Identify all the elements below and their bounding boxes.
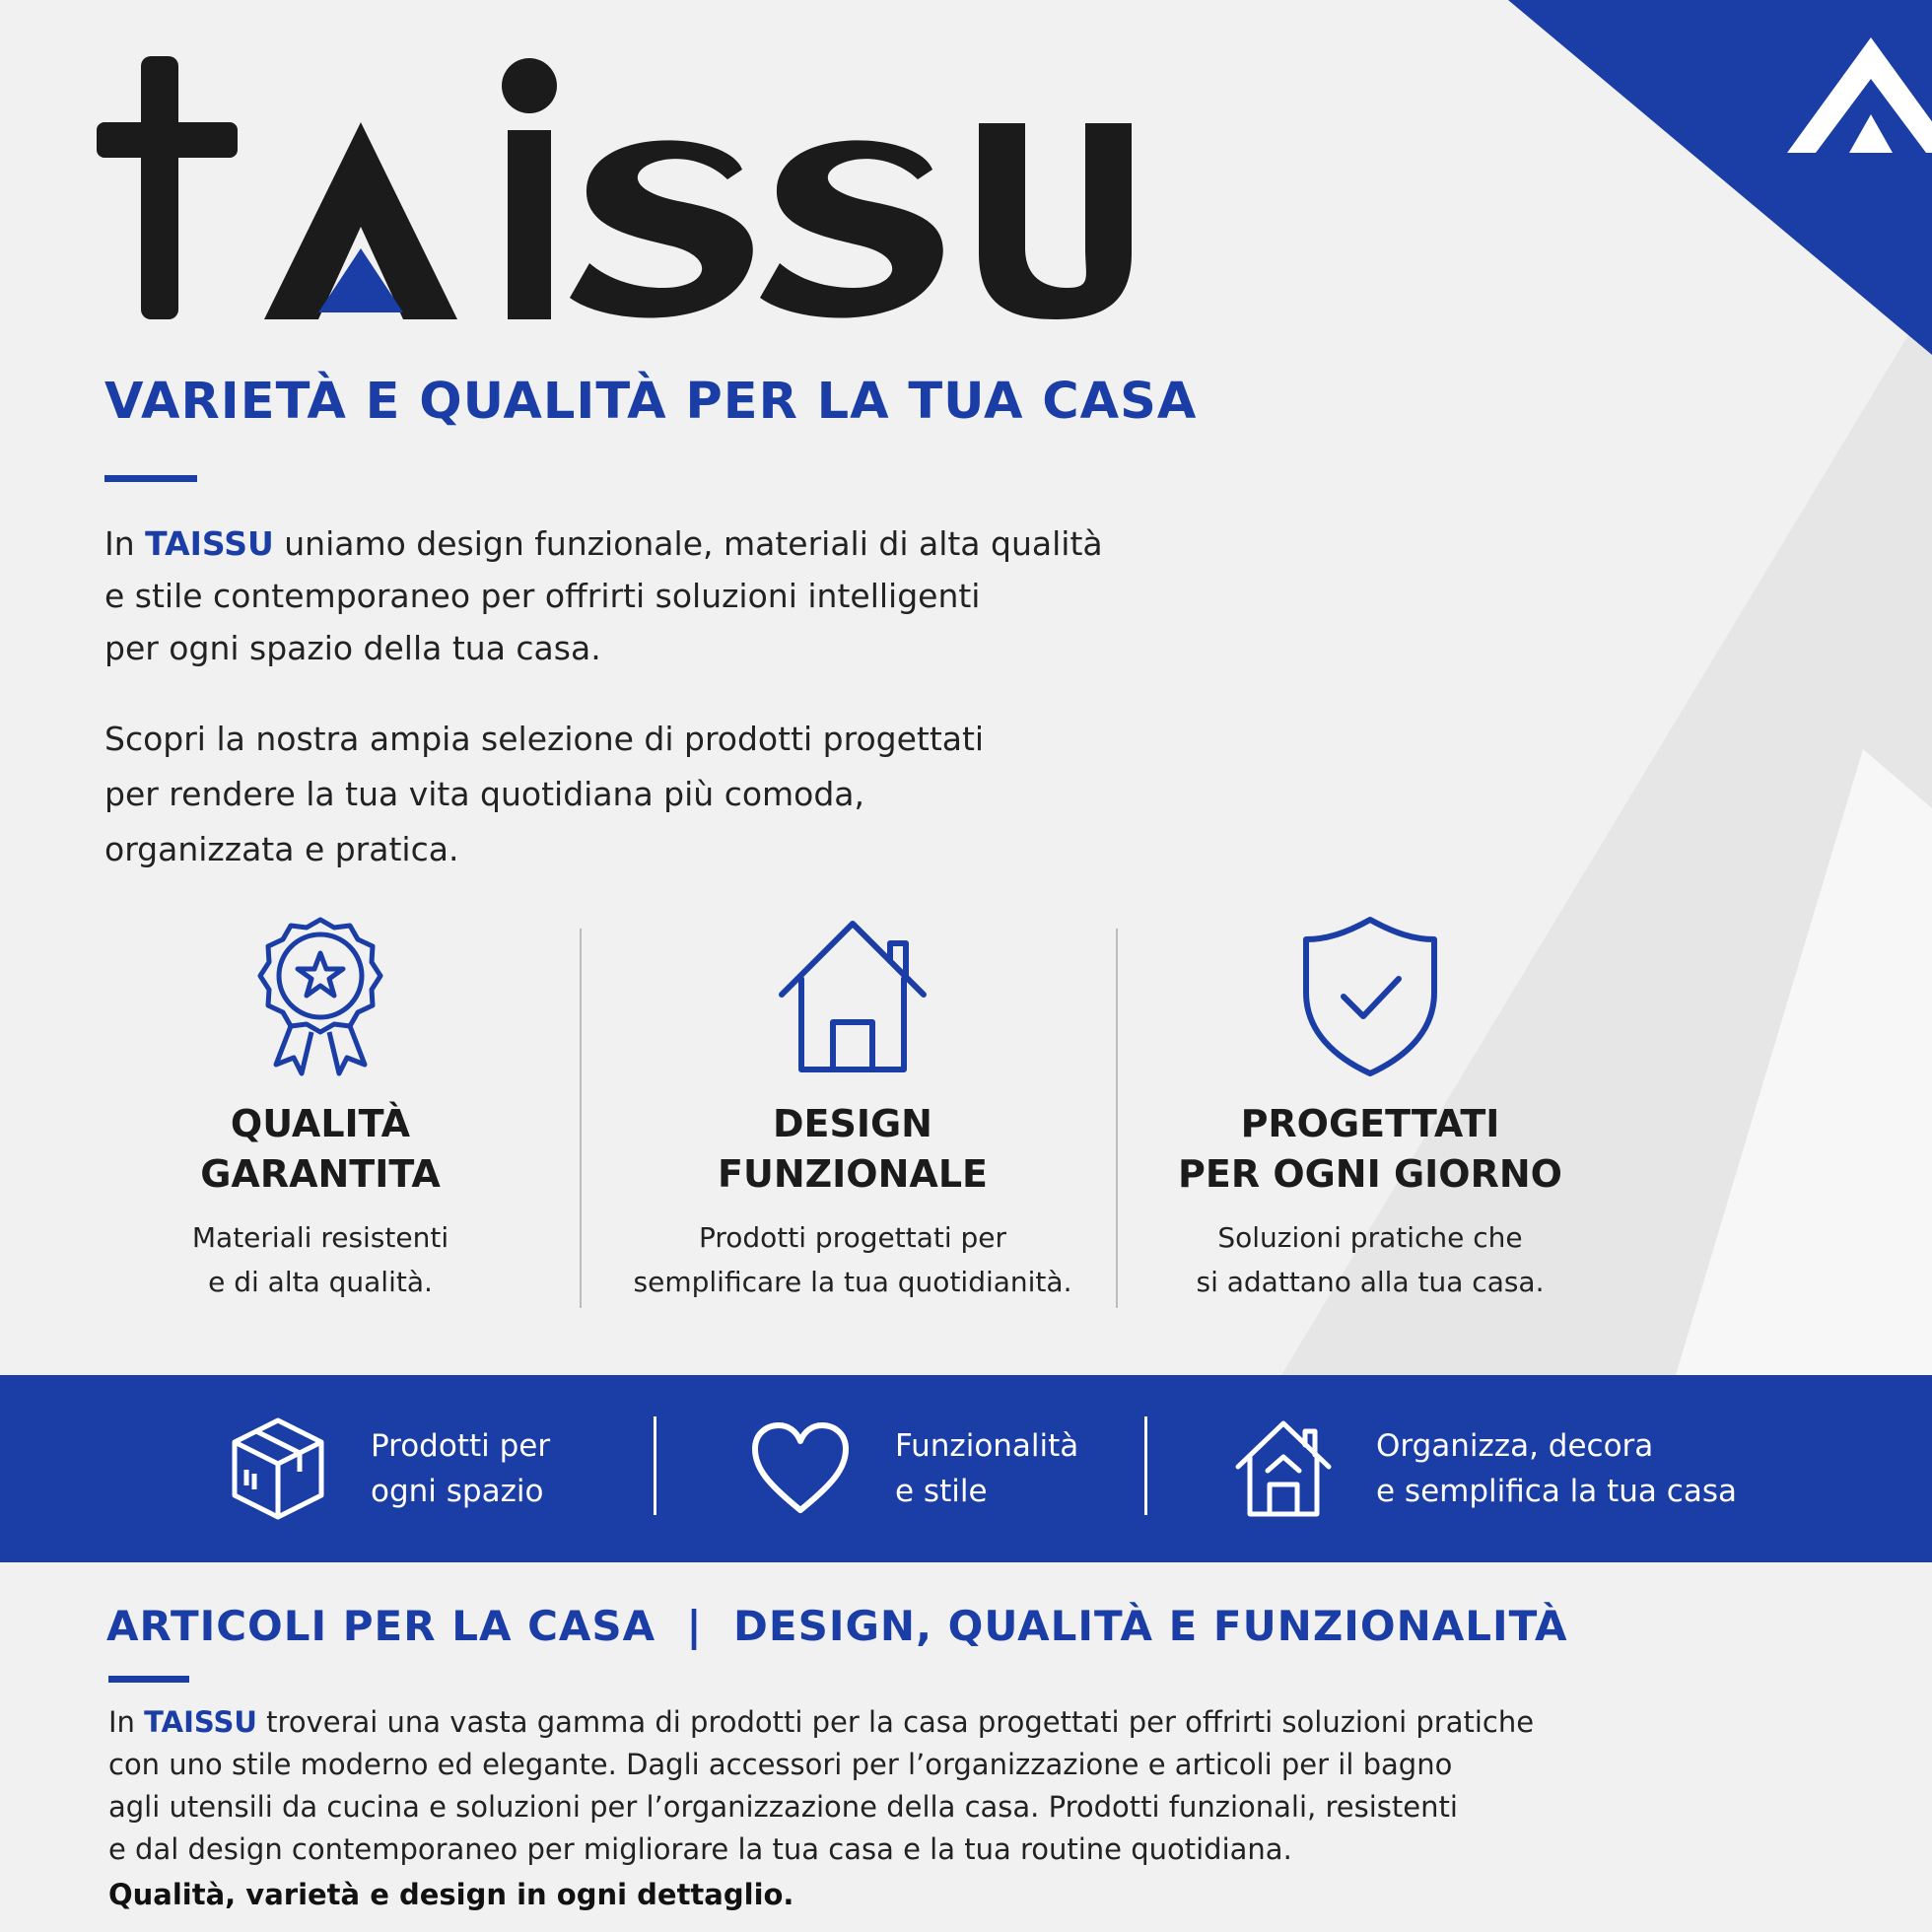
discover-paragraph: Scopri la nostra ampia selezione di prodotti progettati per rendere la tua vita quotidiana più comoda, organizzata e pratica.	[104, 720, 985, 868]
tagline: Qualità, varietà e design in ogni dettaglio.	[108, 1878, 794, 1911]
box-icon	[229, 1414, 327, 1523]
headline-underline	[104, 475, 197, 482]
corner-brand-mark	[1508, 0, 1932, 355]
feature-design: DESIGN FUNZIONALE Prodotti progettati per semplificare la tua quotidianità.	[626, 912, 1079, 1306]
feature-quality: QUALITÀ GARANTITA Materiali resistenti e di alta qualità.	[138, 912, 503, 1306]
details-underline	[108, 1676, 189, 1683]
details-heading: ARTICOLI PER LA CASA | DESIGN, QUALITÀ E FUNZIONALITÀ	[106, 1602, 1568, 1650]
band-divider	[1144, 1416, 1147, 1515]
band-item-spaces: Prodotti per ogni spazio	[229, 1375, 550, 1562]
band-item-organize: Organizza, decora e semplifica la tua casa	[1234, 1375, 1737, 1562]
page-headline: VARIETÀ E QUALITÀ PER LA TUA CASA	[104, 373, 1198, 431]
feature-divider	[580, 929, 582, 1308]
details-paragraph: In TAISSU troverai una vasta gamma di prodotti per la casa progettati per offrirti soluzioni pratiche con uno stile moderno ed elegante. Dagli accessori per l’organizzazione e articoli per il bagno agli utensili da cucina e soluzioni per l’organizzazione della casa. Prodotti funzionali, resistenti e dal design contemporaneo per migliorare la tua casa e la tua routine quotidiana. Qualità, varietà e design in ogni dettaglio.	[108, 1701, 1587, 1916]
brand-logo	[97, 51, 1132, 319]
band-item-style: Funzionalità e stile	[749, 1375, 1078, 1562]
intro-paragraph: In TAISSU uniamo design funzionale, materiali di alta qualità e stile contemporaneo per offrirti soluzioni intelligenti per ogni spazio della tua casa.	[104, 524, 1103, 667]
feature-divider	[1116, 929, 1118, 1308]
brand-name: TAISSU	[144, 1705, 257, 1739]
brand-name: TAISSU	[145, 524, 274, 563]
feature-everyday: PROGETTATI PER OGNI GIORNO Soluzioni pratiche che si adattano alla tua casa.	[1158, 912, 1582, 1306]
house-icon	[774, 912, 932, 1079]
heart-icon	[749, 1419, 852, 1518]
award-badge-icon	[246, 912, 394, 1079]
shield-check-icon	[1296, 912, 1444, 1079]
band-divider	[654, 1416, 656, 1515]
home-icon	[1234, 1417, 1333, 1520]
